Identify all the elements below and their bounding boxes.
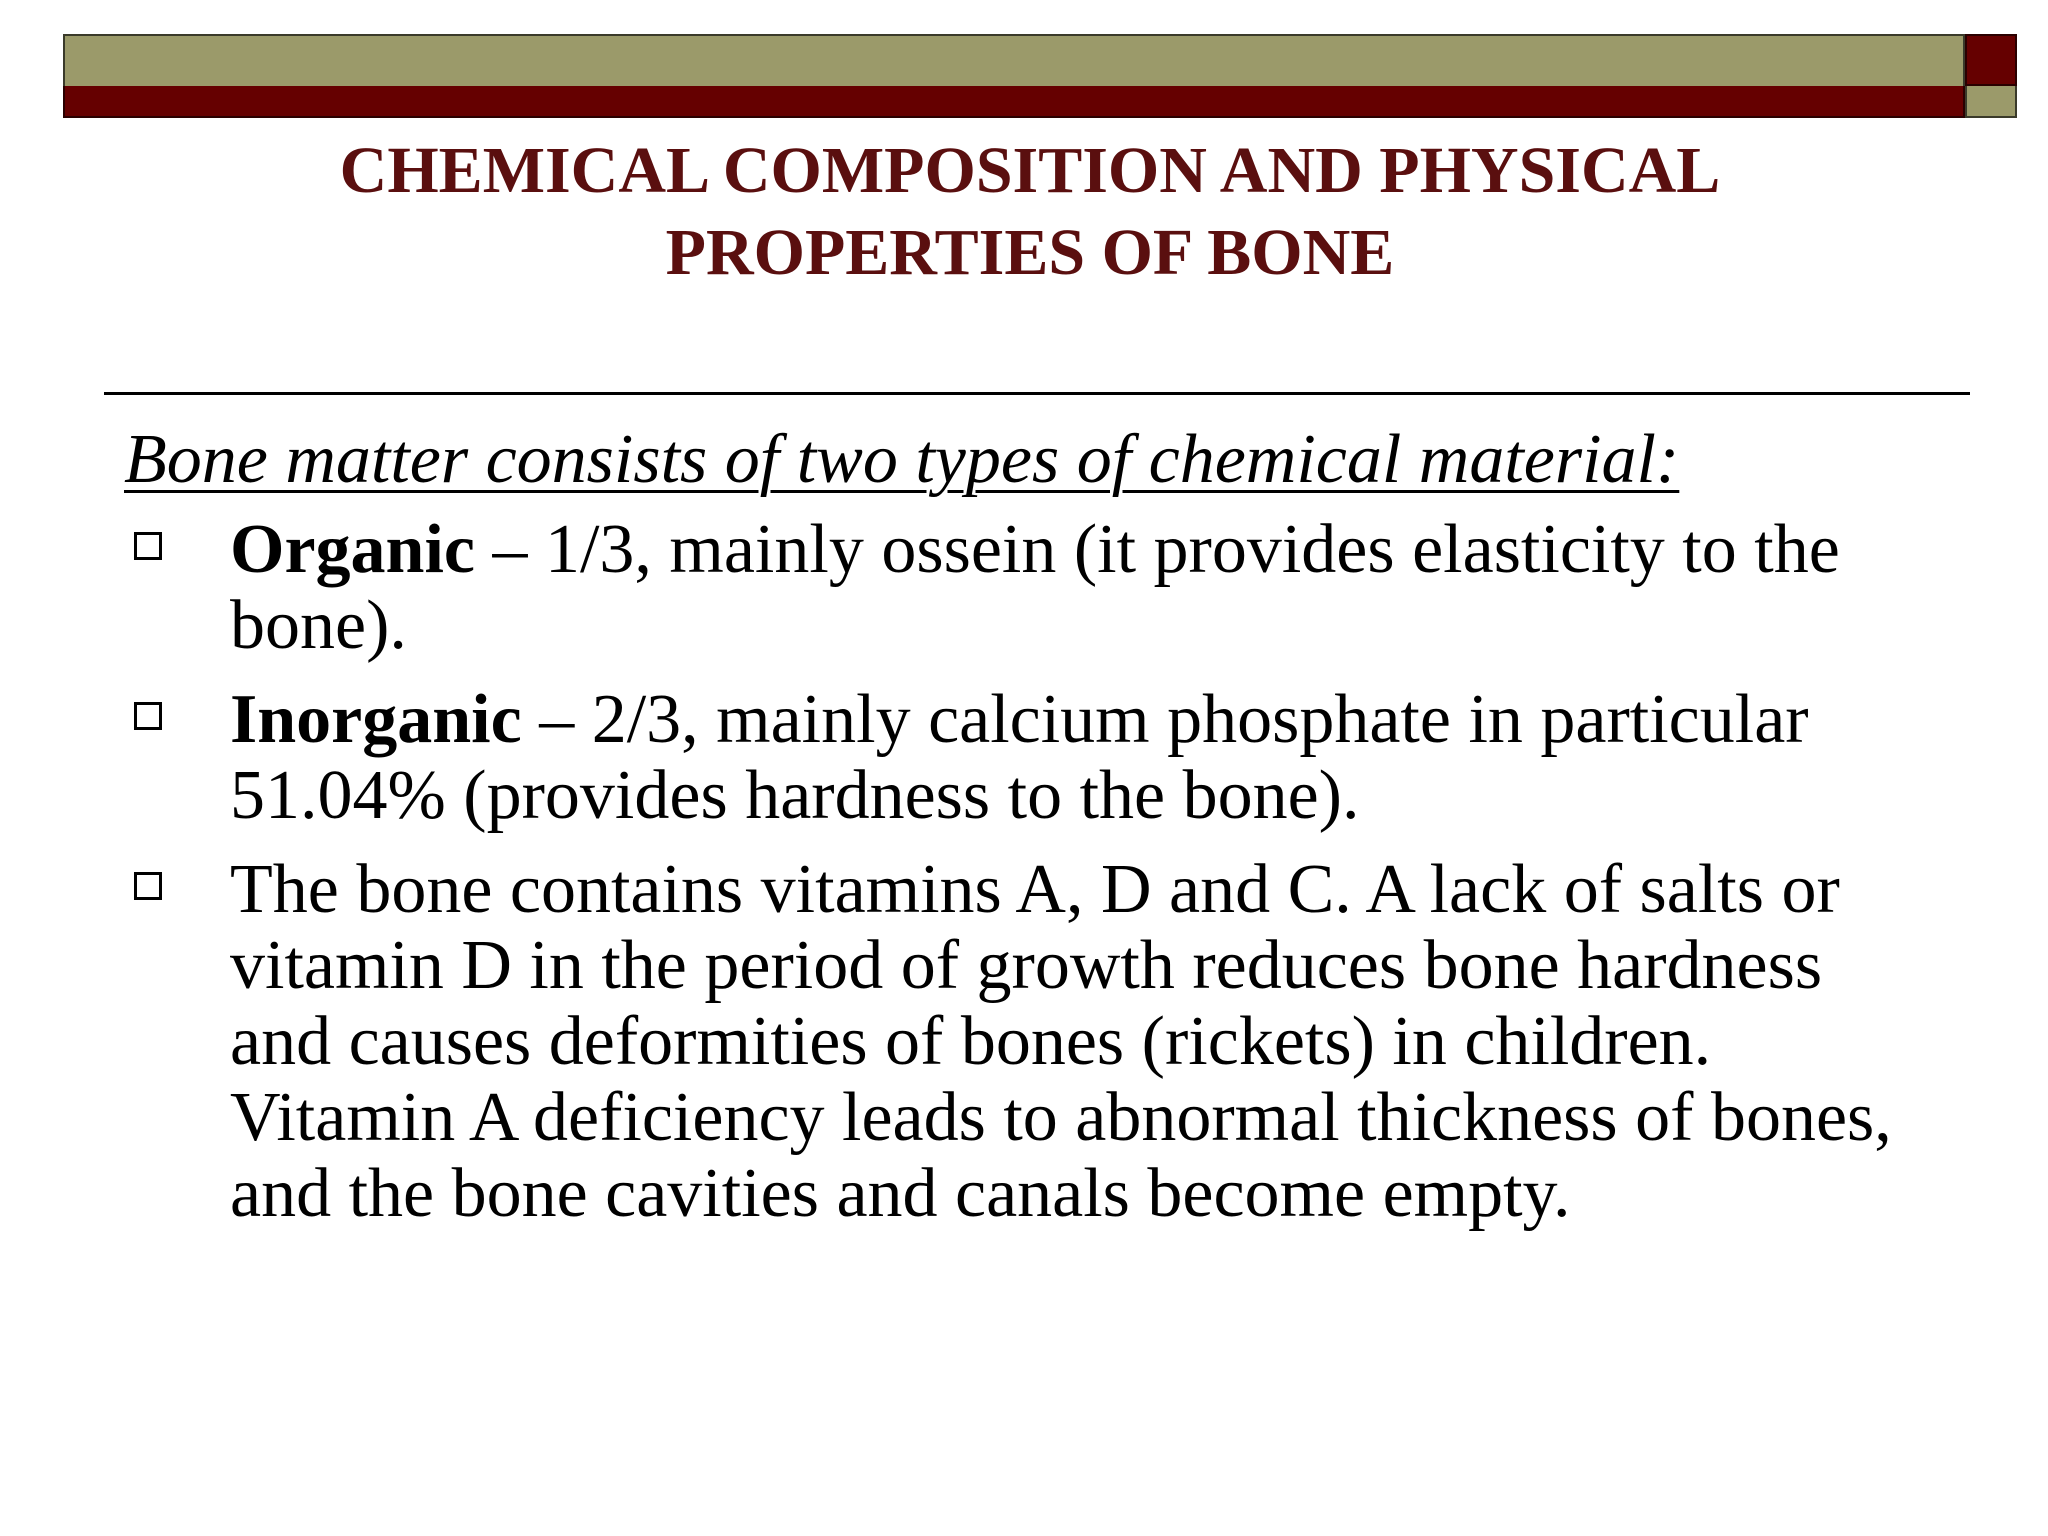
bullet-term: Organic: [230, 511, 475, 588]
slide-title-line-1: CHEMICAL COMPOSITION AND PHYSICAL: [339, 134, 1721, 207]
header-corner-olive-square: [1965, 86, 2017, 118]
intro-text: Bone matter consists of two types of chemical material:: [124, 421, 1680, 498]
header-maroon-bar: [63, 86, 1965, 118]
header-corner-maroon-square: [1965, 34, 2017, 86]
bullet-list: [124, 512, 1904, 1250]
bullet-item-vitamins: [124, 852, 1904, 1232]
bullet-text: – 1/3, mainly ossein (it provides elasticity to the bone).: [230, 511, 1840, 664]
bullet-item-organic: [124, 512, 1904, 664]
bullet-text: The bone contains vitamins A, D and C. A lack of salts or vitamin D in the period of growth reduces bone hardness and causes deformities of bones (rickets) in children. Vitamin A deficiency leads to abnormal thickness of bones, and the bone cavities and canals become empty.: [230, 851, 1892, 1232]
square-bullet-icon: [134, 532, 162, 560]
title-divider: [104, 392, 1970, 395]
header-olive-bar: [63, 34, 1965, 86]
slide-title-line-2: PROPERTIES OF BONE: [665, 216, 1395, 289]
slide-title: [180, 130, 1880, 294]
bullet-text: – 2/3, mainly calcium phosphate in particular 51.04% (provides hardness to the bone).: [230, 681, 1809, 834]
bullet-term: Inorganic: [230, 681, 522, 758]
bullet-item-inorganic: [124, 682, 1904, 834]
square-bullet-icon: [134, 702, 162, 730]
square-bullet-icon: [134, 872, 162, 900]
